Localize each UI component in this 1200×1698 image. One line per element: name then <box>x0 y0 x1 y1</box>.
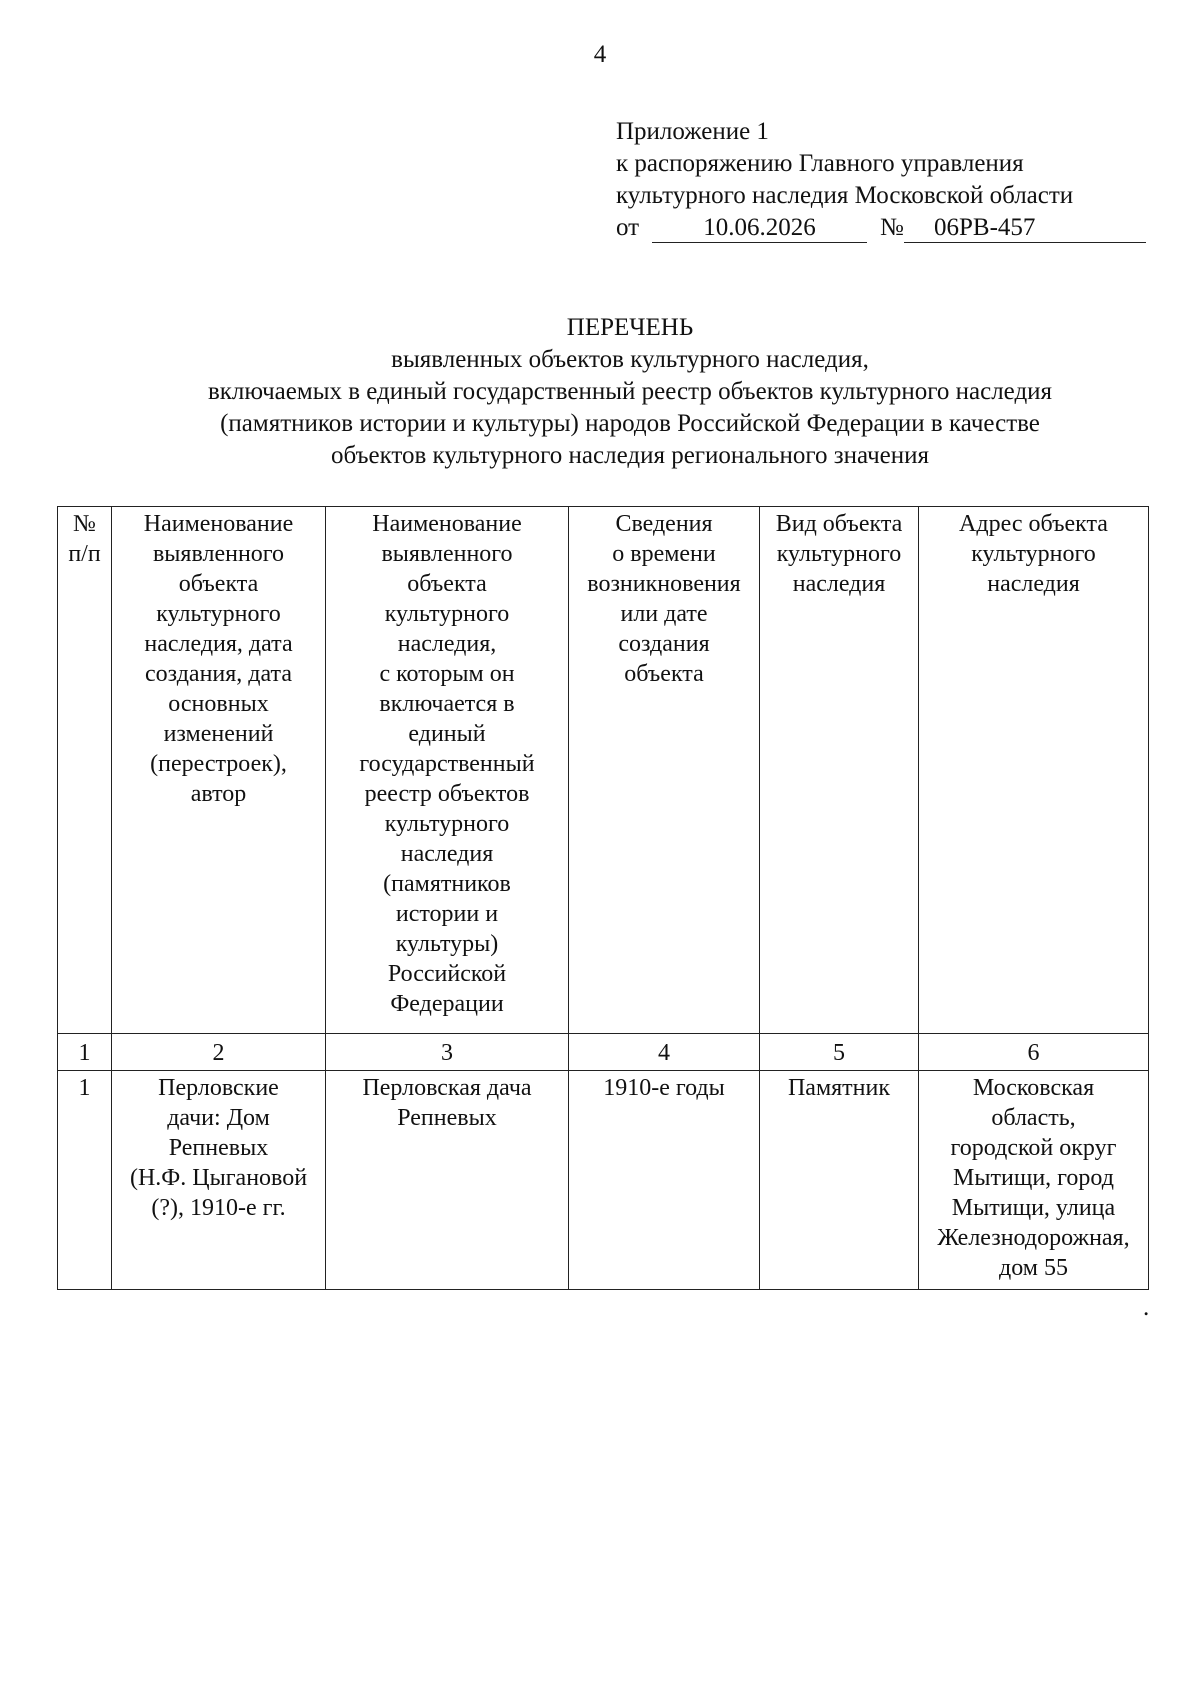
table-header-row <box>58 507 1149 1034</box>
date-info-cell: 1910-е годы <box>569 1071 760 1290</box>
column-number-cell: 2 <box>112 1034 326 1071</box>
column-number-cell: 5 <box>760 1034 919 1071</box>
title-line-4: объектов культурного наследия регионального значения <box>330 442 930 469</box>
order-number-field <box>904 212 1146 243</box>
object-type-cell: Памятник <box>760 1071 919 1290</box>
appendix-header <box>616 116 1146 246</box>
object-name-cell: Перловские дачи: Дом Репневых (Н.Ф. Цыгановой (?), 1910-е гг. <box>112 1071 326 1290</box>
from-label: от <box>616 214 640 241</box>
registry-name-cell: Перловская дача Репневых <box>326 1071 569 1290</box>
order-date: 10.06.2026 <box>652 212 867 243</box>
trailing-mark: . <box>1143 1294 1150 1321</box>
column-number-cell: 1 <box>58 1034 112 1071</box>
title-line-1: выявленных объектов культурного наследия, <box>391 346 869 373</box>
header-cell-object-type: Вид объекта культурного наследия <box>760 507 919 1034</box>
appendix-date-number-row <box>616 212 1146 246</box>
header-cell-address: Адрес объекта культурного наследия <box>919 507 1149 1034</box>
header-cell-date-info: Сведения о времени возникновения или дате создания объекта <box>569 507 760 1034</box>
appendix-title: Приложение 1 <box>616 118 769 145</box>
number-label: № <box>880 214 904 241</box>
header-cell-registry-name: Наименование выявленного объекта культурного наследия, с которым он включается в единый государственный реестр объектов культурного наследия (памятников истории и культуры) Российской Федерации <box>326 507 569 1034</box>
order-number: 06РВ-457 <box>934 214 1036 241</box>
appendix-order-reference: к распоряжению Главного управления <box>616 150 1024 177</box>
title-heading: ПЕРЕЧЕНЬ <box>566 314 694 341</box>
appendix-authority: культурного наследия Московской области <box>616 182 1074 209</box>
header-cell-object-name: Наименование выявленного объекта культурного наследия, дата создания, дата основных изменений (перестроек), автор <box>112 507 326 1034</box>
address-cell: Московская область, городской округ Мытищи, город Мытищи, улица Железнодорожная, дом 55 <box>919 1071 1149 1290</box>
page-number: 4 <box>593 41 607 68</box>
column-number-cell: 3 <box>326 1034 569 1071</box>
row-number-cell: 1 <box>58 1071 112 1290</box>
heritage-objects-table <box>57 506 1149 1290</box>
document-title <box>0 312 1200 472</box>
column-number-cell: 6 <box>919 1034 1149 1071</box>
title-line-2: включаемых в единый государственный реестр объектов культурного наследия <box>207 378 1053 405</box>
column-number-cell: 4 <box>569 1034 760 1071</box>
header-cell-number: № п/п <box>58 507 112 1034</box>
table-row <box>58 1071 1149 1290</box>
column-number-row <box>58 1034 1149 1071</box>
title-line-3: (памятников истории и культуры) народов Российской Федерации в качестве <box>220 410 1040 437</box>
